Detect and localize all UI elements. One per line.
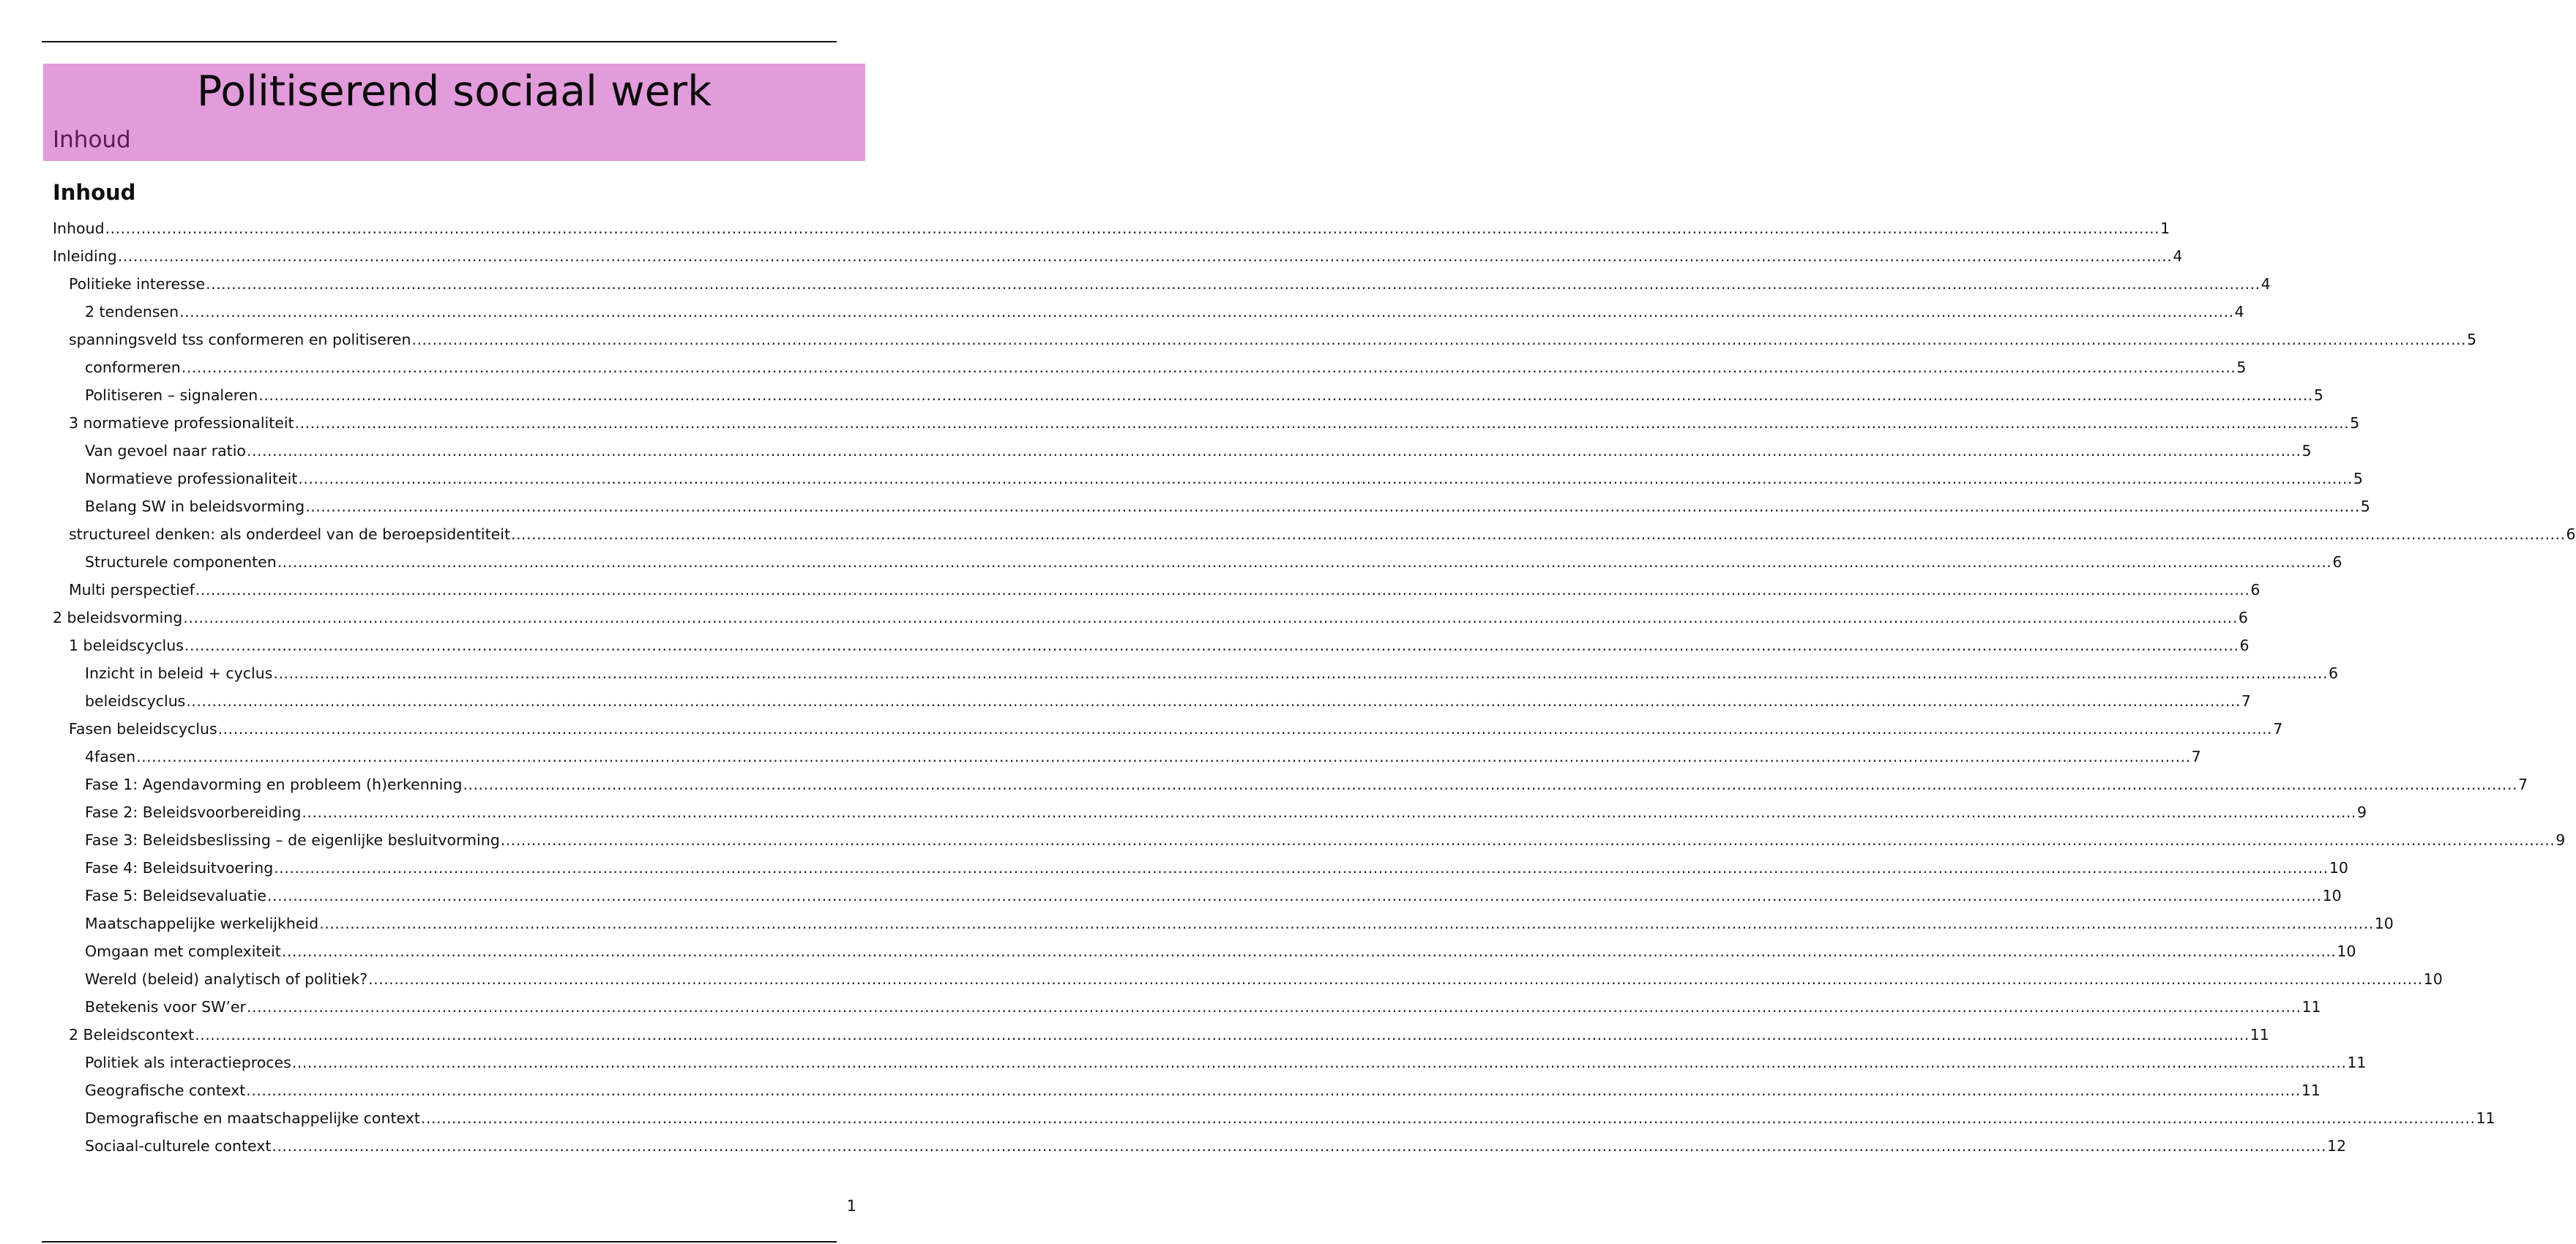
toc-entry[interactable] xyxy=(53,604,2248,632)
toc-leader-dots: ................................................................................................................................................................................................................................................................................................................................................................................................................ xyxy=(294,414,2350,432)
toc-entry[interactable] xyxy=(53,743,2201,771)
table-of-contents xyxy=(53,214,2576,1160)
toc-entry-page: 10 xyxy=(2329,859,2348,877)
toc-leader-dots: ................................................................................................................................................................................................................................................................................................................................................................................................................ xyxy=(281,943,2337,960)
toc-entry-label: structureel denken: als onderdeel van de beroepsidentiteit xyxy=(69,525,510,543)
toc-leader-dots: ................................................................................................................................................................................................................................................................................................................................................................................................................ xyxy=(258,386,2313,404)
toc-entry[interactable] xyxy=(53,854,2348,882)
toc-entry[interactable] xyxy=(53,270,2271,298)
toc-leader-dots: ................................................................................................................................................................................................................................................................................................................................................................................................................ xyxy=(246,998,2301,1016)
toc-entry-page: 6 xyxy=(2239,637,2250,654)
toc-leader-dots: ................................................................................................................................................................................................................................................................................................................................................................................................................ xyxy=(246,1082,2301,1099)
toc-entry-label: Belang SW in beleidsvorming xyxy=(85,498,305,515)
toc-entry-label: Fase 5: Beleidsevaluatie xyxy=(85,887,267,904)
toc-entry-label: Fasen beleidscyclus xyxy=(69,720,217,738)
toc-entry-page: 7 xyxy=(2517,776,2528,793)
toc-entry[interactable] xyxy=(53,298,2244,326)
toc-entry-label: beleidscyclus xyxy=(85,692,186,710)
toc-leader-dots: ................................................................................................................................................................................................................................................................................................................................................................................................................ xyxy=(291,1054,2347,1071)
toc-entry[interactable] xyxy=(53,1049,2367,1076)
toc-entry-label: Fase 3: Beleidsbeslissing – de eigenlijke besluitvorming xyxy=(85,831,500,849)
toc-leader-dots: ................................................................................................................................................................................................................................................................................................................................................................................................................ xyxy=(195,1026,2250,1043)
toc-entry-page: 5 xyxy=(2301,442,2312,460)
toc-entry-page: 5 xyxy=(2350,414,2360,432)
toc-entry-page: 11 xyxy=(2301,1082,2321,1099)
toc-entry-label: Structurele componenten xyxy=(85,553,277,571)
toc-entry-label: Betekenis voor SW’er xyxy=(85,998,246,1016)
toc-entry[interactable] xyxy=(53,576,2260,604)
toc-entry[interactable] xyxy=(53,326,2477,353)
page-number: 1 xyxy=(846,1197,856,1215)
toc-entry[interactable] xyxy=(53,214,2170,242)
toc-entry-label: Van gevoel naar ratio xyxy=(85,442,246,460)
toc-heading: Inhoud xyxy=(53,180,136,205)
toc-entry[interactable] xyxy=(53,381,2323,409)
toc-leader-dots: ................................................................................................................................................................................................................................................................................................................................................................................................................ xyxy=(217,720,2273,738)
toc-entry-page: 5 xyxy=(2236,359,2247,376)
toc-entry[interactable] xyxy=(53,353,2247,381)
toc-entry-page: 6 xyxy=(2332,553,2342,571)
toc-entry-label: 2 Beleidscontext xyxy=(69,1026,195,1043)
toc-entry-page: 4 xyxy=(2173,247,2183,265)
toc-entry[interactable] xyxy=(53,937,2356,965)
toc-entry-page: 5 xyxy=(2353,470,2363,487)
toc-entry-label: Omgaan met complexiteit xyxy=(85,943,281,960)
toc-leader-dots: ................................................................................................................................................................................................................................................................................................................................................................................................................ xyxy=(277,553,2332,571)
toc-entry[interactable] xyxy=(53,409,2360,437)
toc-leader-dots: ................................................................................................................................................................................................................................................................................................................................................................................................................ xyxy=(206,275,2260,293)
toc-entry-page: 5 xyxy=(2360,498,2370,515)
toc-entry[interactable] xyxy=(53,965,2443,993)
toc-entry-label: 2 tendensen xyxy=(85,303,179,321)
toc-entry[interactable] xyxy=(53,242,2183,270)
toc-entry-page: 4 xyxy=(2234,303,2244,321)
toc-entry-label: Maatschappelijke werkelijkheid xyxy=(85,915,319,932)
toc-entry-page: 11 xyxy=(2347,1054,2367,1071)
toc-leader-dots: ................................................................................................................................................................................................................................................................................................................................................................................................................ xyxy=(267,887,2322,904)
toc-entry-label: Fase 1: Agendavorming en probleem (h)erkenning xyxy=(85,776,463,793)
toc-leader-dots: ................................................................................................................................................................................................................................................................................................................................................................................................................ xyxy=(305,498,2360,515)
toc-entry-label: spanningsveld tss conformeren en politiseren xyxy=(69,331,411,348)
toc-leader-dots: ................................................................................................................................................................................................................................................................................................................................................................................................................ xyxy=(181,359,2236,376)
toc-entry[interactable] xyxy=(53,1132,2347,1160)
toc-entry-page: 9 xyxy=(2556,831,2566,849)
toc-entry-label: Geografische context xyxy=(85,1082,246,1099)
footer-rule xyxy=(42,1241,837,1243)
toc-entry-page: 6 xyxy=(2328,664,2339,682)
toc-entry-page: 10 xyxy=(2337,943,2356,960)
toc-entry-label: Multi perspectief xyxy=(69,581,195,599)
toc-entry-label: 2 beleidsvorming xyxy=(53,609,183,626)
toc-entry-label: conformeren xyxy=(85,359,181,376)
toc-entry-label: Normatieve professionaliteit xyxy=(85,470,298,487)
toc-leader-dots: ................................................................................................................................................................................................................................................................................................................................................................................................................ xyxy=(302,803,2356,821)
toc-leader-dots: ................................................................................................................................................................................................................................................................................................................................................................................................................ xyxy=(117,247,2173,265)
toc-leader-dots: ................................................................................................................................................................................................................................................................................................................................................................................................................ xyxy=(136,748,2191,765)
title-banner xyxy=(43,64,865,161)
toc-entry[interactable] xyxy=(53,882,2342,910)
toc-leader-dots: ................................................................................................................................................................................................................................................................................................................................................................................................................ xyxy=(272,1137,2326,1155)
toc-entry[interactable] xyxy=(53,1021,2269,1049)
toc-entry[interactable] xyxy=(53,993,2321,1021)
toc-entry-page: 6 xyxy=(2566,525,2576,543)
toc-entry[interactable] xyxy=(53,910,2394,937)
toc-entry-label: Inhoud xyxy=(53,220,105,237)
toc-entry-label: Inzicht in beleid + cyclus xyxy=(85,664,273,682)
toc-entry-label: Sociaal-culturele context xyxy=(85,1137,272,1155)
document-subtitle: Inhoud xyxy=(53,127,131,153)
toc-entry-page: 7 xyxy=(2191,748,2201,765)
toc-leader-dots: ................................................................................................................................................................................................................................................................................................................................................................................................................ xyxy=(184,637,2239,654)
toc-entry[interactable] xyxy=(53,1076,2321,1104)
toc-leader-dots: ................................................................................................................................................................................................................................................................................................................................................................................................................ xyxy=(411,331,2467,348)
toc-entry-page: 6 xyxy=(2238,609,2248,626)
toc-entry-page: 5 xyxy=(2467,331,2477,348)
toc-entry-page: 9 xyxy=(2356,803,2367,821)
toc-leader-dots: ................................................................................................................................................................................................................................................................................................................................................................................................................ xyxy=(274,859,2329,877)
toc-leader-dots: ................................................................................................................................................................................................................................................................................................................................................................................................................ xyxy=(463,776,2517,793)
toc-leader-dots: ................................................................................................................................................................................................................................................................................................................................................................................................................ xyxy=(179,303,2234,321)
toc-entry-label: Politiseren – signaleren xyxy=(85,386,258,404)
toc-entry[interactable] xyxy=(53,771,2528,798)
toc-entry[interactable] xyxy=(53,520,2576,548)
toc-entry[interactable] xyxy=(53,798,2367,826)
toc-leader-dots: ................................................................................................................................................................................................................................................................................................................................................................................................................ xyxy=(273,664,2328,682)
toc-entry-page: 10 xyxy=(2423,970,2443,988)
toc-entry-page: 7 xyxy=(2273,720,2283,738)
toc-entry[interactable] xyxy=(53,659,2339,687)
toc-entry[interactable] xyxy=(53,492,2370,520)
toc-entry[interactable] xyxy=(53,465,2363,492)
toc-entry-page: 11 xyxy=(2301,998,2321,1016)
toc-entry-page: 11 xyxy=(2476,1109,2495,1127)
toc-entry-page: 7 xyxy=(2241,692,2251,710)
toc-leader-dots: ................................................................................................................................................................................................................................................................................................................................................................................................................ xyxy=(298,470,2353,487)
toc-entry-page: 1 xyxy=(2160,220,2170,237)
toc-entry-page: 10 xyxy=(2322,887,2342,904)
header-rule xyxy=(42,41,837,42)
toc-entry-page: 4 xyxy=(2260,275,2271,293)
toc-entry[interactable] xyxy=(53,632,2250,659)
toc-leader-dots: ................................................................................................................................................................................................................................................................................................................................................................................................................ xyxy=(420,1109,2476,1127)
toc-leader-dots: ................................................................................................................................................................................................................................................................................................................................................................................................................ xyxy=(500,831,2556,849)
toc-entry-label: Demografische en maatschappelijke context xyxy=(85,1109,420,1127)
toc-entry[interactable] xyxy=(53,1104,2495,1132)
toc-entry-page: 11 xyxy=(2250,1026,2269,1043)
toc-leader-dots: ................................................................................................................................................................................................................................................................................................................................................................................................................ xyxy=(511,525,2566,543)
toc-entry-label: Fase 2: Beleidsvoorbereiding xyxy=(85,803,302,821)
toc-entry-label: 1 beleidscyclus xyxy=(69,637,184,654)
toc-leader-dots: ................................................................................................................................................................................................................................................................................................................................................................................................................ xyxy=(183,609,2238,626)
toc-entry-page: 10 xyxy=(2374,915,2394,932)
toc-leader-dots: ................................................................................................................................................................................................................................................................................................................................................................................................................ xyxy=(195,581,2250,599)
toc-entry[interactable] xyxy=(53,437,2312,465)
toc-entry-label: 4fasen xyxy=(85,748,136,765)
toc-entry[interactable] xyxy=(53,715,2283,743)
toc-entry-label: Inleiding xyxy=(53,247,117,265)
toc-entry[interactable] xyxy=(53,687,2251,715)
document-title: Politiserend sociaal werk xyxy=(196,67,712,116)
toc-entry-label: Wereld (beleid) analytisch of politiek? xyxy=(85,970,368,988)
toc-leader-dots: ................................................................................................................................................................................................................................................................................................................................................................................................................ xyxy=(246,442,2301,460)
toc-leader-dots: ................................................................................................................................................................................................................................................................................................................................................................................................................ xyxy=(105,220,2160,237)
toc-entry[interactable] xyxy=(53,826,2566,854)
toc-entry-label: Fase 4: Beleidsuitvoering xyxy=(85,859,274,877)
toc-leader-dots: ................................................................................................................................................................................................................................................................................................................................................................................................................ xyxy=(368,970,2423,988)
toc-leader-dots: ................................................................................................................................................................................................................................................................................................................................................................................................................ xyxy=(319,915,2374,932)
toc-entry-page: 12 xyxy=(2326,1137,2347,1155)
toc-entry-label: 3 normatieve professionaliteit xyxy=(69,414,294,432)
toc-entry[interactable] xyxy=(53,548,2342,576)
toc-leader-dots: ................................................................................................................................................................................................................................................................................................................................................................................................................ xyxy=(186,692,2241,710)
toc-entry-page: 6 xyxy=(2250,581,2260,599)
toc-entry-label: Politieke interesse xyxy=(69,275,206,293)
toc-entry-label: Politiek als interactieproces xyxy=(85,1054,291,1071)
toc-entry-page: 5 xyxy=(2313,386,2323,404)
